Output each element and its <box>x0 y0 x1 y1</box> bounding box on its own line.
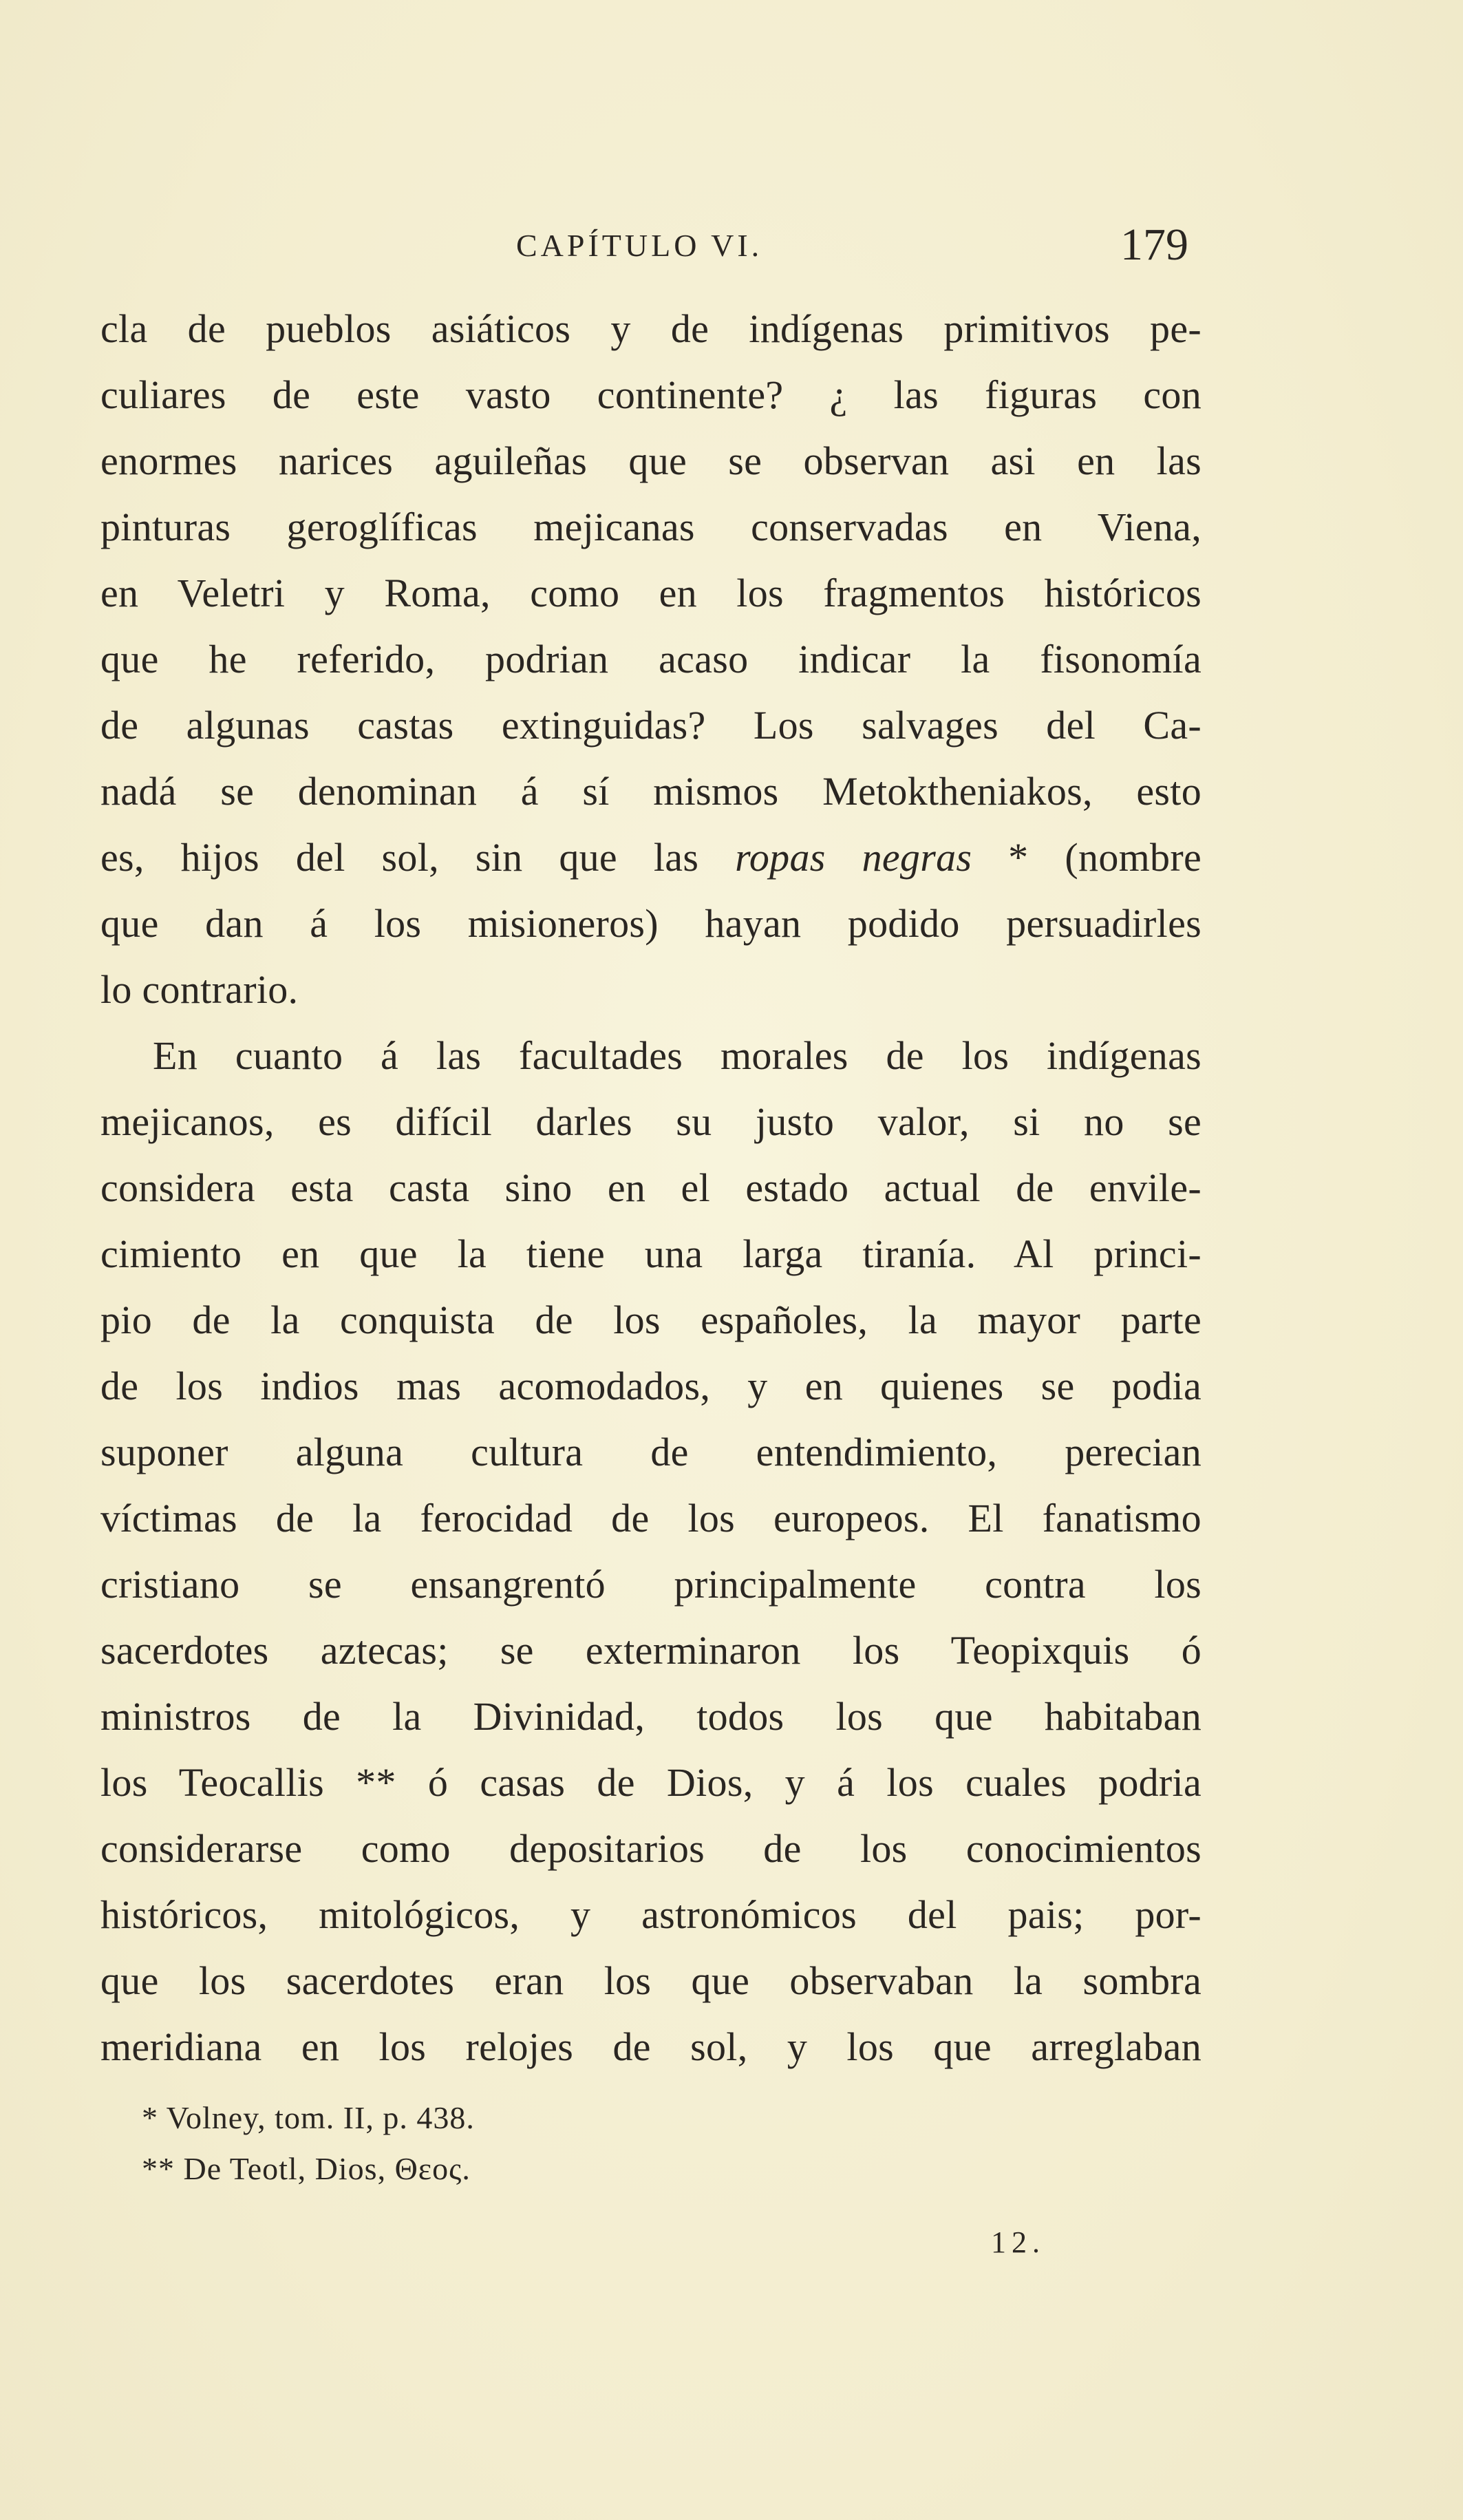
text-line: nadá se denominan á sí mismos Metoktheniakos, esto <box>100 769 1202 814</box>
text-line: de algunas castas extinguidas? Los salvages del Ca- <box>100 703 1202 748</box>
footnotes <box>142 2093 968 2194</box>
paragraph-start-line: En cuanto á las facultades morales de los indígenas <box>153 1033 1202 1078</box>
text-line: mejicanos, es difícil darles su justo valor, si no se <box>100 1099 1202 1144</box>
text-line: que he referido, podrian acaso indicar la fisonomía <box>100 637 1202 681</box>
text-line: en Veletri y Roma, como en los fragmentos históricos <box>100 571 1202 615</box>
text-line: meridiana en los relojes de sol, y los que arreglaban <box>100 2024 1202 2069</box>
text-line: históricos, mitológicos, y astronómicos del pais; por- <box>100 1892 1202 1937</box>
footnote-1: * Volney, tom. II, p. 438. <box>142 2100 475 2135</box>
text-line: cimiento en que la tiene una larga tiranía. Al princi- <box>100 1231 1202 1276</box>
running-head: CAPÍTULO VI. <box>516 228 763 263</box>
text-segment: * (nombre <box>972 835 1202 880</box>
text-line: los Teocallis ** ó casas de Dios, y á los cuales podria <box>100 1760 1202 1805</box>
text-line: pio de la conquista de los españoles, la mayor parte <box>100 1298 1202 1342</box>
page-number: 179 <box>1120 220 1188 270</box>
footnote-2: ** De Teotl, Dios, Θεος. <box>142 2151 471 2186</box>
text-line: enormes narices aguileñas que se observan asi en las <box>100 438 1202 483</box>
text-line: sacerdotes aztecas; se exterminaron los Teopixquis ó <box>100 1628 1202 1673</box>
text-line: cristiano se ensangrentó principalmente contra los <box>100 1562 1202 1607</box>
paragraph-end-line: lo contrario. <box>100 967 299 1012</box>
text-line: culiares de este vasto continente? ¿ las figuras con <box>100 372 1202 417</box>
text-line: ministros de la Divinidad, todos los que habitaban <box>100 1694 1202 1739</box>
text-line: que dan á los misioneros) hayan podido persuadirles <box>100 901 1202 946</box>
text-line: suponer alguna cultura de entendimiento, perecian <box>100 1430 1202 1474</box>
printer-signature-mark: 12. <box>991 2225 1045 2259</box>
text-line: pinturas geroglíficas mejicanas conservadas en Viena, <box>100 505 1202 549</box>
text-line: considerarse como depositarios de los conocimientos <box>100 1826 1202 1871</box>
text-segment: es, hijos del sol, sin que las <box>100 835 736 880</box>
text-line: víctimas de la ferocidad de los europeos. El fanatismo <box>100 1496 1202 1540</box>
text-line-with-italic <box>100 825 1202 891</box>
body-text <box>100 296 1202 2080</box>
text-line: cla de pueblos asiáticos y de indígenas primitivos pe- <box>100 306 1202 351</box>
text-line: considera esta casta sino en el estado actual de envile- <box>100 1165 1202 1210</box>
italic-phrase: ropas negras <box>735 835 972 880</box>
text-line: de los indios mas acomodados, y en quienes se podia <box>100 1364 1202 1408</box>
text-line: que los sacerdotes eran los que observaban la sombra <box>100 1958 1202 2003</box>
